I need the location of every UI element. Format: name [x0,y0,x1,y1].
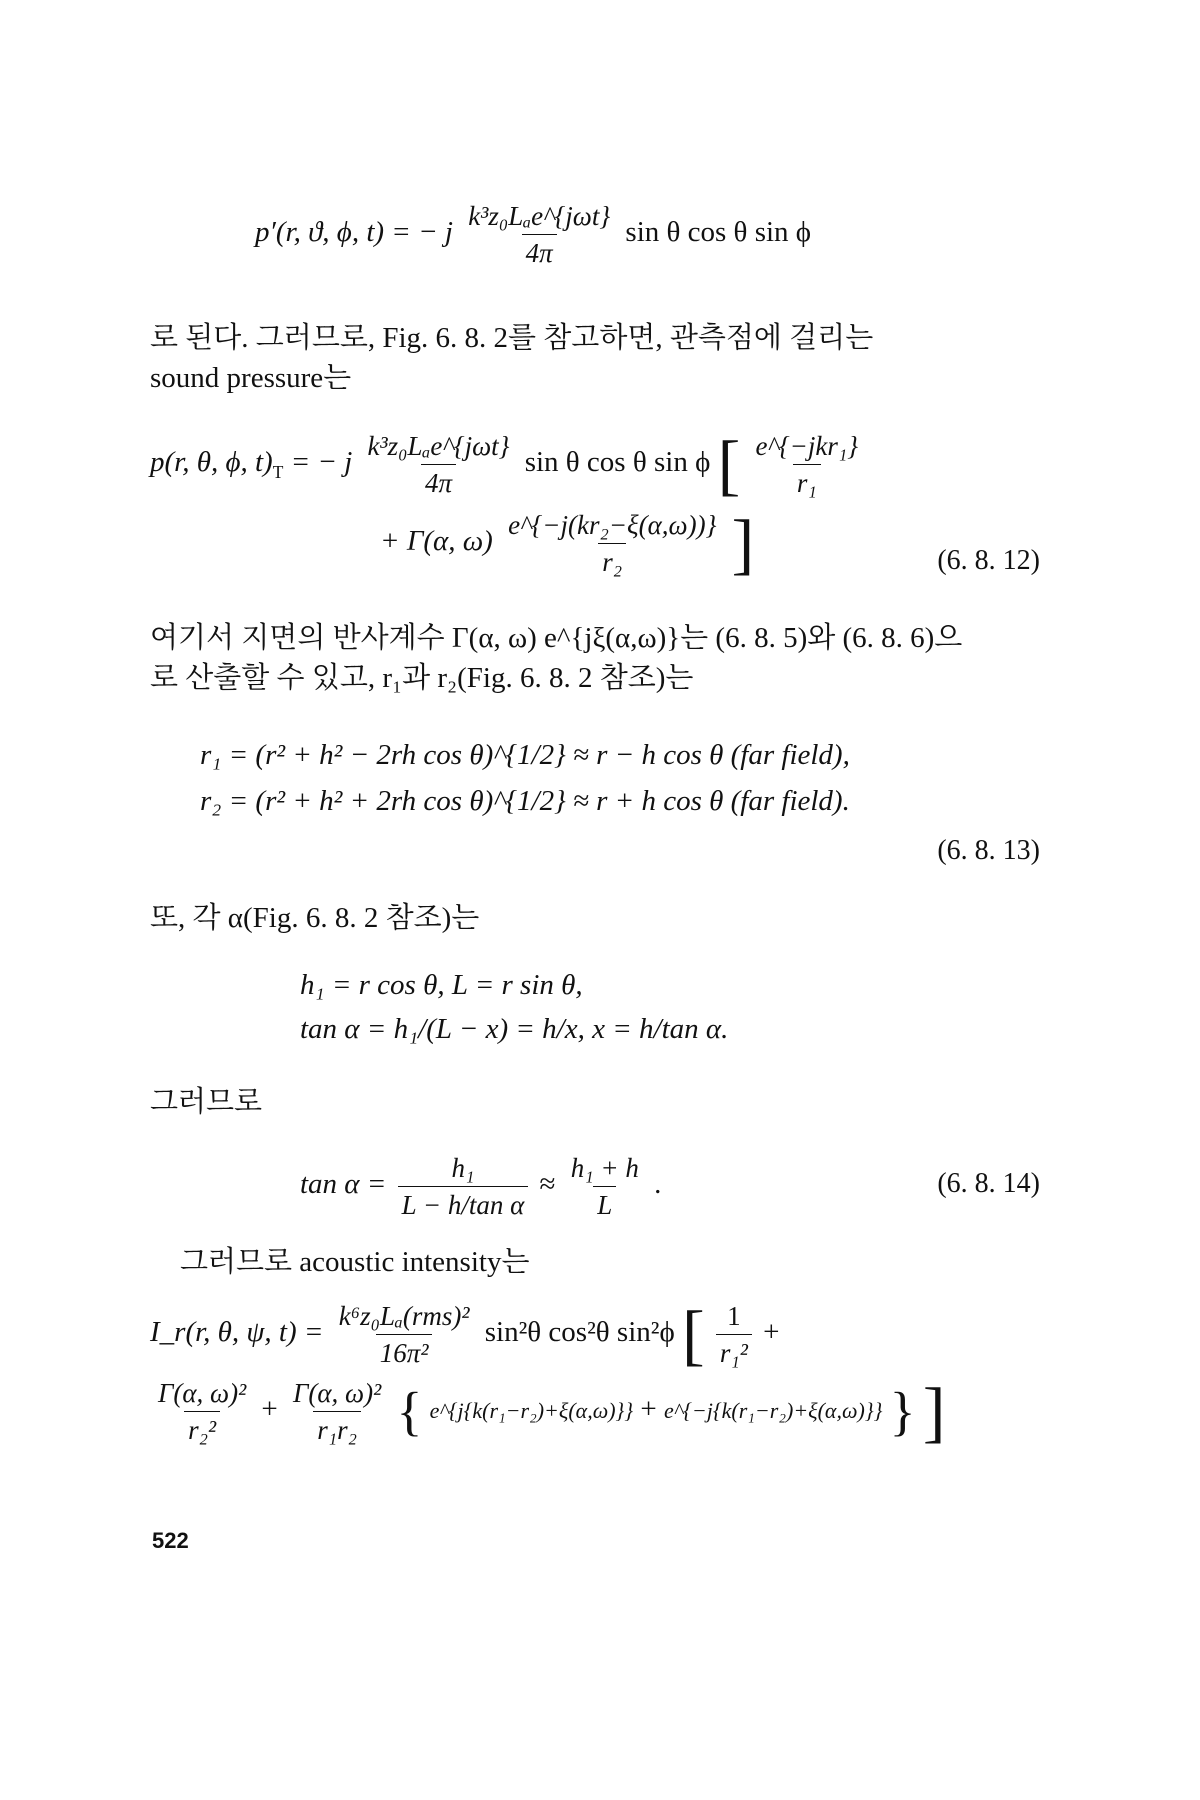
page-number: 522 [152,1528,189,1553]
equation-6-8-13 [200,732,850,824]
fraction-numerator: e^{−jkr₁} [755,431,859,461]
fraction-denominator: r₁ [793,464,821,499]
fraction-numerator: h₁ [451,1153,475,1183]
fraction-numerator: k³z₀Lₐe^{jωt} [468,201,611,231]
fraction-numerator: Γ(α, ω)² [158,1378,247,1408]
right-bracket: ] [922,1373,946,1450]
fraction-denominator: r₁² [716,1334,752,1369]
eq-middle: sin²θ cos²θ sin²ϕ [484,1316,675,1349]
eq-middle: sin θ cos θ sin ϕ [524,446,711,479]
paragraph-5: 그러므로 acoustic intensity는 [180,1246,530,1278]
equation-number: (6. 8. 13) [937,835,1040,866]
eq-sign: = − j [290,446,353,479]
plus-sign: + [261,1393,278,1426]
eq-lhs-subscript: T [272,461,284,482]
fraction-denominator: r₂ [598,543,626,578]
fraction [335,1300,474,1369]
equation-6-8-12 [150,426,1050,582]
fraction [398,1152,529,1221]
equation-number: (6. 8. 12) [937,545,1040,576]
eq-lhs: p(r, θ, ϕ, t) [150,446,273,479]
eq-line-1: r₁ = (r² + h² − 2rh cos θ)^{1/2} ≈ r − h cos θ (far field), [200,739,850,771]
left-bracket: [ [681,1296,705,1373]
fraction-numerator: h₁ + h [570,1153,639,1183]
fraction-denominator: r₁r₂ [313,1411,361,1446]
approx-sign: ≈ [539,1168,556,1201]
plus-sign: + [640,1393,657,1426]
paragraph-3: 또, 각 α(Fig. 6. 8. 2 참조)는 [150,902,480,934]
plus-sign: + [763,1316,780,1349]
right-bracket: ] [731,505,755,582]
paragraph-line: 여기서 지면의 반사계수 Γ(α, ω) e^{jξ(α,ω)}는 (6. 8. 5)와 (6. 8. 6)으 [150,622,963,654]
paragraph-line: 로 산출할 수 있고, r₁과 r₂(Fig. 6. 8. 2 참조)는 [150,662,694,694]
fraction [567,1152,643,1221]
exponential-term: e^{−j{k(r₁−r₂)+ξ(α,ω)}} [664,1398,883,1424]
eq-line-1: h₁ = r cos θ, L = r sin θ, [300,969,583,1001]
paragraph-1 [150,318,873,398]
fraction [504,509,720,578]
paragraph-4: 그러므로 [150,1086,263,1118]
fraction-numerator: 1 [727,1301,741,1331]
paragraph-line: 로 된다. 그러므로, Fig. 6. 8. 2를 참고하면, 관측점에 걸리는 [150,322,874,354]
equation-6-8-14 [300,1152,661,1221]
fraction [154,1377,250,1446]
equation-p-prime [255,200,811,269]
exponential-term: e^{j{k(r₁−r₂)+ξ(α,ω)}} [429,1398,634,1424]
fraction-numerator: e^{−j(kr₂−ξ(α,ω))} [508,510,717,540]
eq-line-2: tan α = h₁/(L − x) = h/x, x = h/tan α. [300,1013,729,1045]
left-bracket: [ [717,426,741,503]
fraction [289,1377,385,1446]
fraction [464,200,614,269]
fraction [364,430,514,499]
right-brace: } [889,1381,916,1442]
equation-number: (6. 8. 14) [937,1168,1040,1199]
paragraph-2 [150,618,962,698]
equation-alpha [300,963,728,1051]
fraction-denominator: 4π [421,464,456,499]
eq-lhs: tan α = [300,1168,387,1201]
eq-rhs: sin θ cos θ sin ϕ [625,216,812,249]
eq-line-2: r₂ = (r² + h² + 2rh cos θ)^{1/2} ≈ r + h cos θ (far field). [200,785,850,817]
eq-lhs: I_r(r, θ, ψ, t) = [150,1316,324,1349]
fraction-denominator: L [593,1186,616,1221]
left-brace: { [396,1381,423,1442]
fraction [716,1300,752,1369]
paragraph-line: sound pressure는 [150,362,352,394]
fraction-numerator: k⁶z₀Lₐ(rms)² [338,1301,470,1331]
fraction-denominator: r₂² [184,1411,220,1446]
eq-tail: . [654,1168,662,1201]
fraction-numerator: k³z₀Lₐe^{jωt} [367,431,510,461]
equation-intensity [150,1296,1050,1450]
eq-line-1 [150,1296,1050,1373]
eq-line-lead: + Γ(α, ω) [380,525,493,558]
fraction-denominator: L − h/tan α [398,1186,529,1221]
eq-line-1 [150,426,1050,503]
eq-lhs: p′(r, ϑ, ϕ, t) = − j [255,216,453,249]
fraction-denominator: 4π [522,234,557,269]
eq-line-2 [150,1373,1050,1450]
fraction-denominator: 16π² [376,1334,433,1369]
fraction-numerator: Γ(α, ω)² [293,1378,382,1408]
fraction [752,430,863,499]
